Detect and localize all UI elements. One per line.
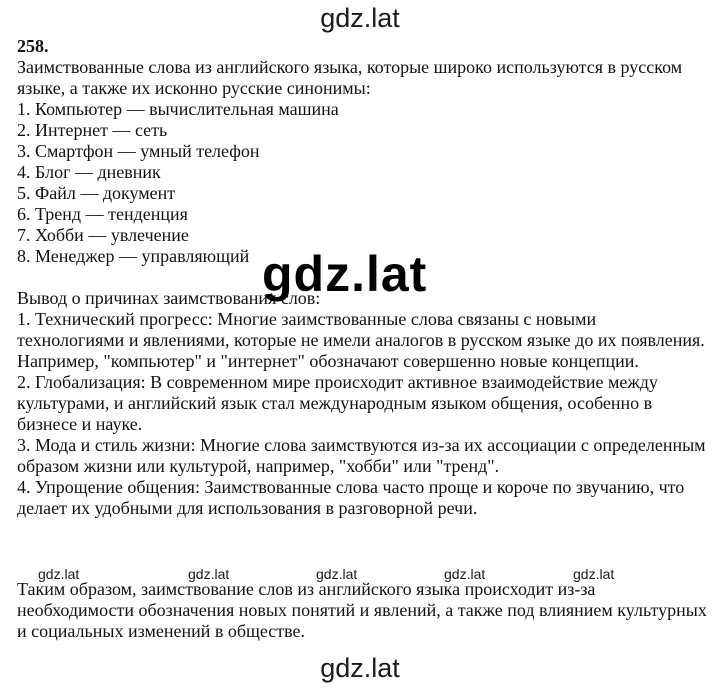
synonym-item: 7. Хобби — увлечение — [17, 225, 189, 245]
synonym-item: 8. Менеджер — управляющий — [17, 246, 250, 266]
synonyms-list — [17, 99, 707, 267]
reason-item: 1. Технический прогресс: Многие заимствованные слова связаны с новыми технологиями и явлениями, которые не имели аналогов в русском языке до их появления. Например, "компьютер" и "интернет" обозначают совершенно новые концепции. — [17, 309, 705, 371]
synonym-item: 2. Интернет — сеть — [17, 120, 168, 140]
synonym-item: 4. Блог — дневник — [17, 162, 161, 182]
watermark-bottom: gdz.lat — [320, 653, 400, 683]
watermark-small: gdz.lat — [316, 566, 358, 582]
watermark-small: gdz.lat — [188, 566, 230, 582]
watermark-top: gdz.lat — [320, 3, 400, 33]
conclusion-text: Таким образом, заимствование слов из английского языка происходит из-за необходимости обозначения новых понятий и явлений, а также под влиянием культурных и социальных изменений в обществе. — [17, 579, 707, 641]
watermark-small: gdz.lat — [38, 566, 80, 582]
synonym-item: 3. Смартфон — умный телефон — [17, 141, 260, 161]
watermark-small: gdz.lat — [573, 566, 615, 582]
reason-item: 2. Глобализация: В современном мире происходит активное взаимодействие между культурами, и английский язык стал международным языком общения, особенно в бизнесе и науке. — [17, 372, 658, 434]
synonym-item: 1. Компьютер — вычислительная машина — [17, 99, 339, 119]
task-number: 258. — [17, 36, 49, 56]
reason-item: 3. Мода и стиль жизни: Многие слова заимствуются из-за их ассоциации с определенным образом жизни или культурой, например, "хобби" или "тренд". — [17, 435, 706, 476]
synonym-item: 5. Файл — документ — [17, 183, 176, 203]
intro-text: Заимствованные слова из английского языка, которые широко используются в русском языке, а также их исконно русские синонимы: — [17, 57, 683, 98]
reasons-heading: Вывод о причинах заимствования слов: — [17, 288, 321, 308]
reason-item: 4. Упрощение общения: Заимствованные слова часто проще и короче по звучанию, что делает их удобными для использования в разговорной речи. — [17, 477, 685, 518]
watermark-small: gdz.lat — [444, 566, 486, 582]
reasons-list — [17, 309, 707, 519]
watermark-center: gdz.lat — [262, 246, 428, 302]
synonym-item: 6. Тренд — тенденция — [17, 204, 188, 224]
